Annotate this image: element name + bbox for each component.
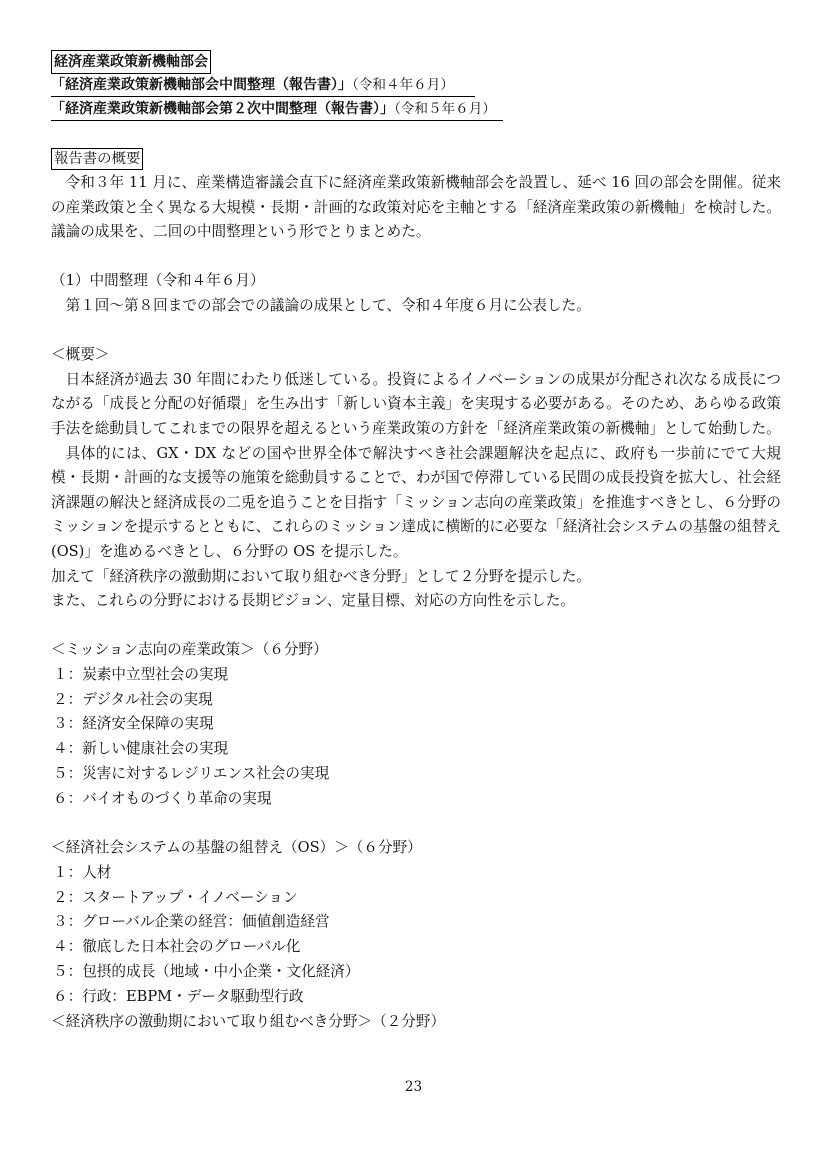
report1-date: （令和４年６月） [352, 77, 448, 93]
document-page [51, 50, 781, 1034]
mission-item: ４：新しい健康社会の実現 [53, 740, 229, 758]
report2-line [51, 98, 781, 121]
committee-title-box: 経済産業政策新機軸部会 [51, 50, 211, 74]
overview-paragraph: 令和３年 11 月に、産業構造審議会直下に経済産業政策新機軸部会を設置し、延べ 16 回の部会を開催。従来の産業政策と全く異なる大規模・長期・計画的な政策対応を主軸とする「経済産業政策の新機軸」を検討した。議論の成果を、二回の中間整理という形でとりまとめた。 [51, 174, 781, 241]
mission-item: ６：バイオものづくり革命の実現 [53, 789, 272, 807]
os-item: ６：行政：EBPM・データ駆動型行政 [53, 987, 304, 1005]
mission-item: ３：経済安全保障の実現 [53, 715, 214, 733]
os-item: ４：徹底した日本社会のグローバル化 [53, 938, 301, 956]
os-item: １：人材 [53, 863, 112, 881]
os-heading: ＜経済社会システムの基盤の組替え（OS）＞（６分野） [51, 839, 422, 857]
page-number: 23 [404, 1079, 423, 1095]
os-item: ５：包摂的成長（地域・中小企業・文化経済） [53, 963, 360, 981]
os-item: ２：スタートアップ・イノベーション [53, 888, 298, 906]
summary-heading: ＜概要＞ [51, 346, 110, 364]
report2-name: 「経済産業政策新機軸部会第２次中間整理（報告書）」 [51, 101, 394, 117]
report1-line [51, 74, 781, 97]
os-item: ３：グローバル企業の経営：価値創造経営 [53, 913, 330, 931]
section1-heading: （1）中間整理（令和４年６月） [51, 272, 265, 290]
summary-paragraph-2: 具体的には、GX・DX などの国や世界全体で解決すべき社会課題解決を起点に、政府も一歩前にでて大規模・長期・計画的な支援等の施策を総動員することで、わが国で停滞している民間の成長投資を拡大し、社会経済課題の解決と経済成長の二兎を追うことを目指す「ミッション志向の産業政策」を推進すべきとし、６分野のミッションを提示するとともに、これらのミッション達成に横断的に必要な「経済社会システムの基盤の組替え(OS)」を進めるべきとし、６分野の OS を提示した。 [51, 444, 781, 560]
summary-paragraph-1: 日本経済が過去 30 年間にわたり低迷している。投資によるイノベーションの成果が分配され次なる成長につながる「成長と分配の好循環」を生み出す「新しい資本主義」を実現する必要がある。そのため、あらゆる政策手法を総動員してこれまでの限界を超えるという産業政策の方針を「経済産業政策の新機軸」として始動した。 [51, 370, 781, 437]
report2-date: （令和５年６月） [394, 101, 490, 117]
turbulence-heading: ＜経済秩序の激動期において取り組むべき分野＞（２分野） [51, 1012, 446, 1030]
report1-name: 「経済産業政策新機軸部会中間整理（報告書）」 [51, 77, 352, 93]
summary-paragraph-4: また、これらの分野における長期ビジョン、定量目標、対応の方向性を示した。 [51, 592, 575, 610]
mission-item: ５：災害に対するレジリエンス社会の実現 [53, 765, 330, 783]
committee-title [51, 50, 781, 74]
mission-item: １：炭素中立型社会の実現 [53, 665, 229, 683]
mission-item: ２：デジタル社会の実現 [53, 690, 213, 708]
mission-heading: ＜ミッション志向の産業政策＞（６分野） [51, 641, 328, 659]
section1-text: 第１回～第８回までの部会での議論の成果として、令和４年度６月に公表した。 [65, 296, 591, 314]
summary-paragraph-3: 加えて「経済秩序の激動期において取り組むべき分野」として２分野を提示した。 [51, 567, 591, 585]
overview-heading: 報告書の概要 [51, 148, 143, 170]
